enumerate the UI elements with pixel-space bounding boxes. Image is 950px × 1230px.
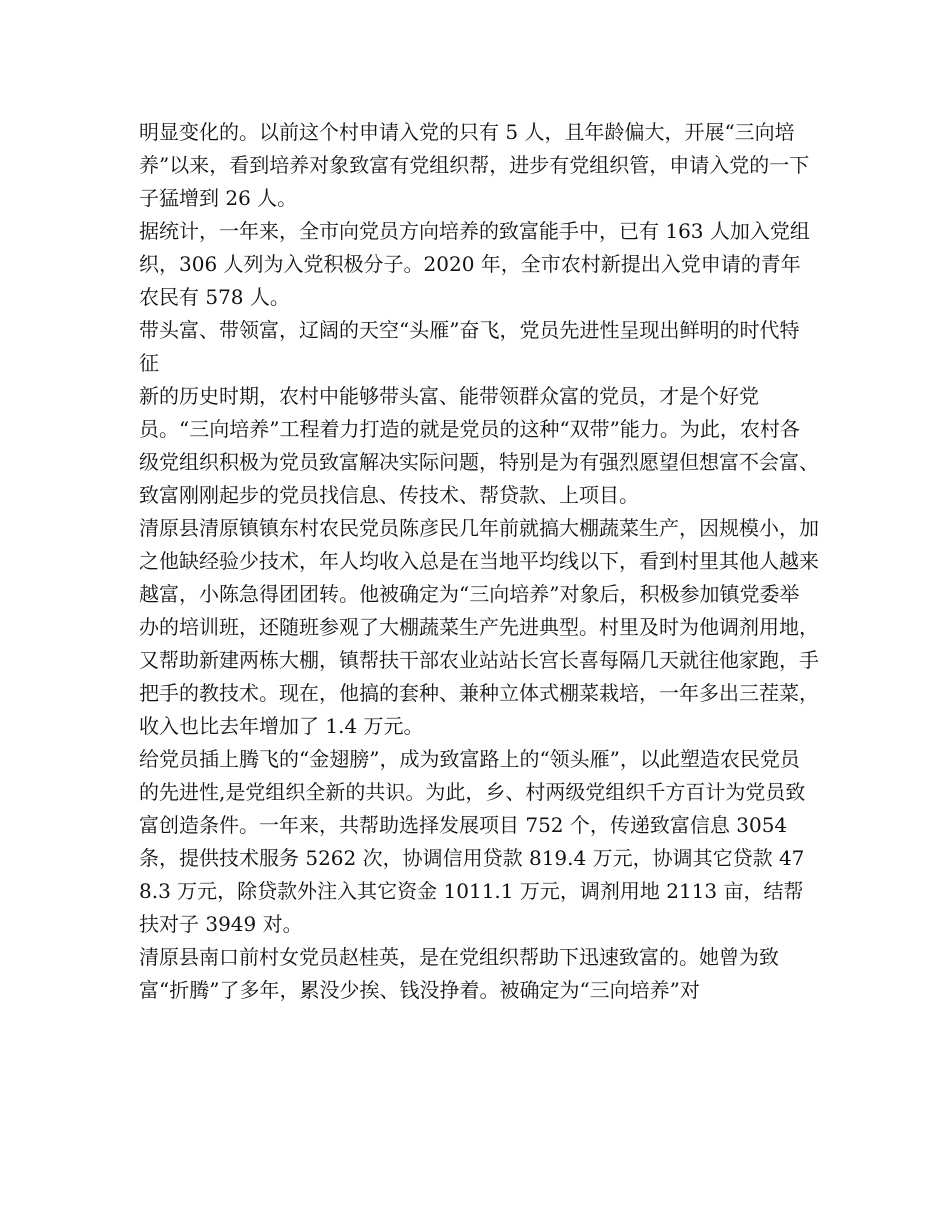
paragraph-6: 清原县南口前村女党员赵桂英，是在党组织帮助下迅速致富的。她曾为致富“折腾”了多年，累没少挨、钱没挣着。被确定为“三向培养”对: [139, 945, 779, 1002]
section-heading: 带头富、带领富，辽阔的天空“头雁”奋飞，党员先进性呈现出鲜明的时代特征: [139, 318, 800, 375]
paragraph-1: 明显变化的。以前这个村申请入党的只有 5 人，且年龄偏大，开展“三向培养”以来，看到培养对象致富有党组织帮，进步有党组织管，申请入党的一下子猛增到 26 人。: [139, 120, 810, 210]
document-body: [139, 116, 819, 1007]
paragraph-4: 清原县清原镇镇东村农民党员陈彦民几年前就搞大棚蔬菜生产，因规模小，加之他缺经验少技术，年人均收入总是在当地平均线以下，看到村里其他人越来越富，小陈急得团团转。他被确定为“三向培养”对象后，积极参加镇党委举办的培训班，还随班参观了大棚蔬菜生产先进典型。村里及时为他调剂用地，又帮助新建两栋大棚，镇帮扶干部农业站站长宫长喜每隔几天就往他家跑，手把手的教技术。现在，他搞的套种、兼种立体式棚菜栽培，一年多出三茬菜，收入也比去年增加了 1.4 万元。: [139, 516, 819, 738]
paragraph-2: 据统计，一年来，全市向党员方向培养的致富能手中，已有 163 人加入党组织，306 人列为入党积极分子。2020 年，全市农村新提出入党申请的青年农民有 578 人。: [139, 219, 810, 309]
paragraph-5: 给党员插上腾飞的“金翅膀”，成为致富路上的“领头雁”，以此塑造农民党员的先进性,是党组织全新的共识。为此，乡、村两级党组织千方百计为党员致富创造条件。一年来，共帮助选择发展项目 752 个，传递致富信息 3054 条，提供技术服务 5262 次，协调信用贷款 819.4 万元，协调其它贷款 478.3 万元，除贷款外注入其它资金 1011.1 万元，调剂用地 2113 亩，结帮扶对子 3949 对。: [139, 747, 806, 936]
paragraph-3: 新的历史时期，农村中能够带头富、能带领群众富的党员，才是个好党员。“三向培养”工程着力打造的就是党员的这种“双带”能力。为此，农村各级党组织积极为党员致富解决实际问题，特别是为有强烈愿望但想富不会富、致富刚刚起步的党员找信息、传技术、帮贷款、上项目。: [139, 384, 819, 507]
